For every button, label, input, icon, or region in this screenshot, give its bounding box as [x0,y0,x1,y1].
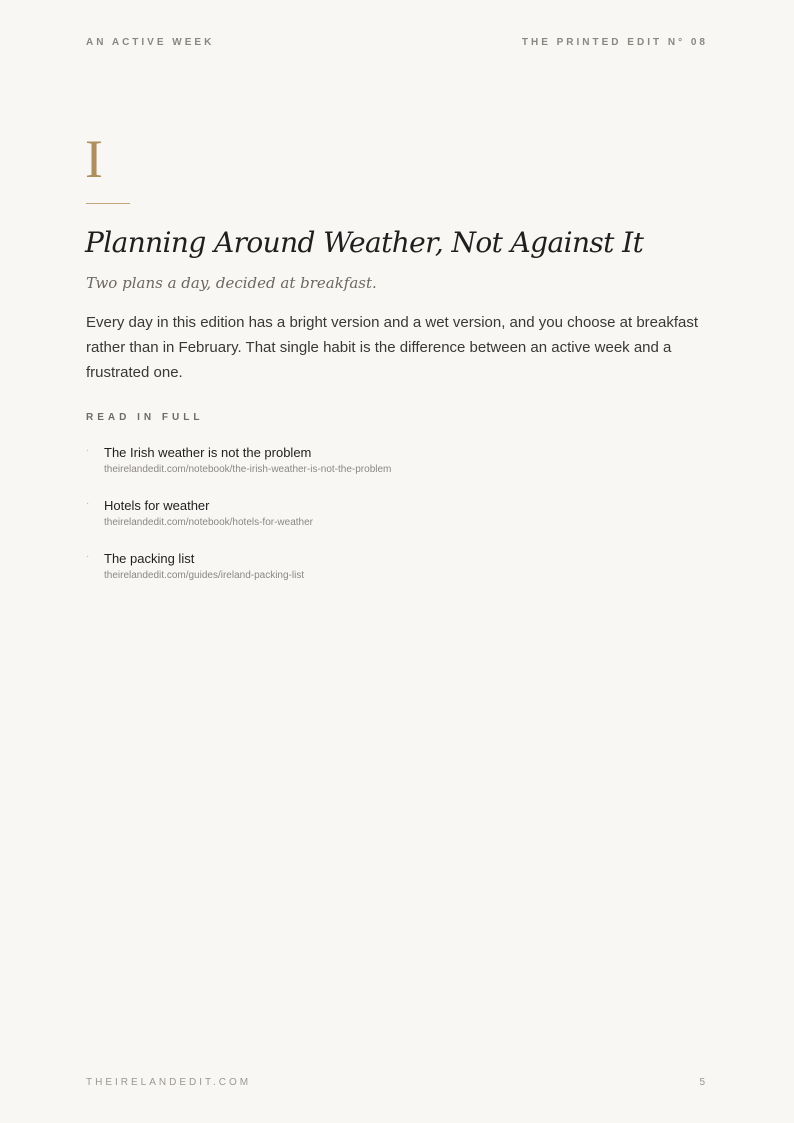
chapter-rule-divider [86,203,130,204]
chapter-title: Planning Around Weather, Not Against It [85,226,644,259]
bullet-dot-icon: · [86,551,90,562]
reading-list-item[interactable] [86,444,706,497]
reading-item-title[interactable]: The Irish weather is not the problem [104,445,312,460]
read-in-full-heading: READ IN FULL [86,412,204,423]
reading-item-title[interactable]: The packing list [104,551,195,566]
reading-item-url[interactable]: theirelandedit.com/notebook/the-irish-weather-is-not-the-problem [104,464,392,475]
page-number: 5 [699,1077,706,1088]
chapter-intro-paragraph: Every day in this edition has a bright version and a wet version, and you choose at breakfast rather than in February. That single habit is the difference between an active week and a frustrated one. [86,314,699,381]
chapter-subtitle: Two plans a day, decided at breakfast. [86,274,377,292]
bullet-dot-icon: · [86,498,90,509]
reading-item-url[interactable]: theirelandedit.com/guides/ireland-packing-list [104,570,305,581]
running-header-section: AN ACTIVE WEEK [86,37,215,48]
bullet-dot-icon: · [86,445,90,456]
reading-list-item[interactable] [86,497,706,550]
chapter-numeral: I [85,129,103,189]
reading-item-title[interactable]: Hotels for weather [104,498,210,513]
reading-list-item[interactable] [86,550,706,603]
running-header-edition: THE PRINTED EDIT N° 08 [521,37,708,48]
reading-list [86,444,706,603]
reading-item-url[interactable]: theirelandedit.com/notebook/hotels-for-weather [104,517,314,528]
footer-site-link[interactable]: THEIRELANDEDIT.COM [86,1077,252,1088]
